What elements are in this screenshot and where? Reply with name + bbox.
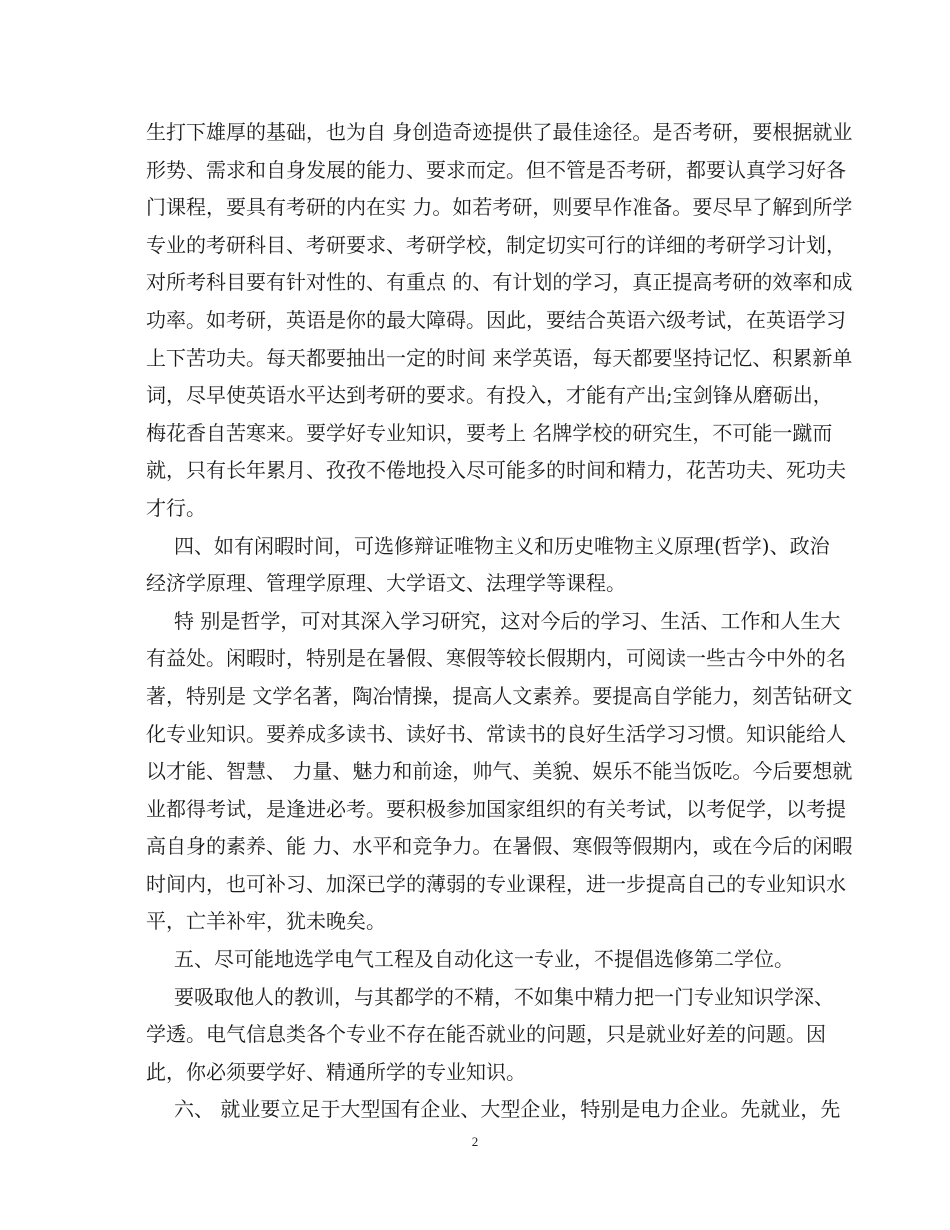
text-line: 六、 就业要立足于大型国有企业、大型企业，特别是电力企业。先就业，先 (174, 1097, 841, 1122)
text-line: 才行。 (146, 495, 206, 520)
text-line: 门课程，要具有考研的内在实 力。如若考研，则要早作准备。要尽早了解到所学 (146, 195, 853, 220)
paragraph-4 (146, 941, 806, 979)
text-line: 业都得考试，是逢进必考。要积极参加国家组织的有关考试，以考促学，以考提 (146, 796, 846, 821)
text-line: 高自身的素养、能 力、水平和竞争力。在暑假、寒假等假期内，或在今后的闲暇 (146, 834, 853, 859)
paragraph-5 (146, 979, 834, 1092)
text-line: 著，特别是 文学名著，陶冶情操，提高人文素养。要提高自学能力，刻苦钻研文 (146, 683, 853, 708)
text-line: 功率。如考研，英语是你的最大障碍。因此，要结合英语六级考试，在英语学习 (146, 307, 846, 332)
paragraph-3 (146, 603, 853, 941)
text-line: 以才能、智慧、 力量、魅力和前途，帅气、美貌、娱乐不能当饭吃。今后要想就 (146, 759, 853, 784)
document-body (146, 114, 853, 1129)
text-line: 经济学原理、管理学原理、大学语文、法理学等课程。 (146, 571, 626, 596)
text-line: 平，亡羊补牢，犹未晚矣。 (146, 909, 386, 934)
text-line: 要吸取他人的教训，与其都学的不精，不如集中精力把一门专业知识学深、 (174, 984, 834, 1009)
paragraph-6 (146, 1091, 841, 1129)
text-line: 生打下雄厚的基础，也为自 身创造奇迹提供了最佳途径。是否考研，要根据就业 (146, 120, 853, 144)
text-line: 学透。电气信息类各个专业不存在能否就业的问题，只是就业好差的问题。因 (146, 1022, 826, 1047)
paragraph-2 (146, 528, 830, 603)
paragraph-1 (146, 114, 853, 528)
text-line: 此，你必须要学好、精通所学的专业知识。 (146, 1059, 526, 1084)
text-line: 上下苦功夫。每天都要抽出一定的时间 来学英语，每天都要坚持记忆、积累新单 (146, 345, 853, 370)
text-line: 四、如有闲暇时间，可选修辩证唯物主义和历史唯物主义原理(哲学)、政治 (174, 533, 830, 558)
page-number: 2 (471, 1134, 479, 1149)
text-line: 时间内，也可补习、加深已学的薄弱的专业课程，进一步提高自己的专业知识水 (146, 871, 846, 896)
text-line: 形势、需求和自身发展的能力、要求而定。但不管是否考研，都要认真学习好各 (146, 157, 846, 182)
text-line: 有益处。闲暇时，特别是在暑假、寒假等较长假期内，可阅读一些古今中外的名 (146, 646, 846, 671)
text-line: 专业的考研科目、考研要求、考研学校，制定切实可行的详细的考研学习计划， (146, 232, 846, 257)
text-line: 梅花香自苦寒来。要学好专业知识，要考上 名牌学校的研究生，不可能一蹴而 (146, 420, 833, 445)
text-line: 化专业知识。要养成多读书、读好书、常读书的良好生活学习习惯。知识能给人 (146, 721, 846, 746)
text-line: 特 别是哲学，可对其深入学习研究，这对今后的学习、生活、工作和人生大 (174, 608, 841, 633)
text-line: 对所考科目要有针对性的、有重点 的、有计划的学习，真正提高考研的效率和成 (146, 270, 853, 295)
text-line: 就，只有长年累月、孜孜不倦地投入尽可能多的时间和精力，花苦功夫、死功夫 (146, 458, 846, 483)
text-line: 五、尽可能地选学电气工程及自动化这一专业，不提倡选修第二学位。 (174, 947, 794, 972)
text-line: 词，尽早使英语水平达到考研的要求。有投入，才能有产出;宝剑锋从磨砺出， (146, 383, 833, 408)
